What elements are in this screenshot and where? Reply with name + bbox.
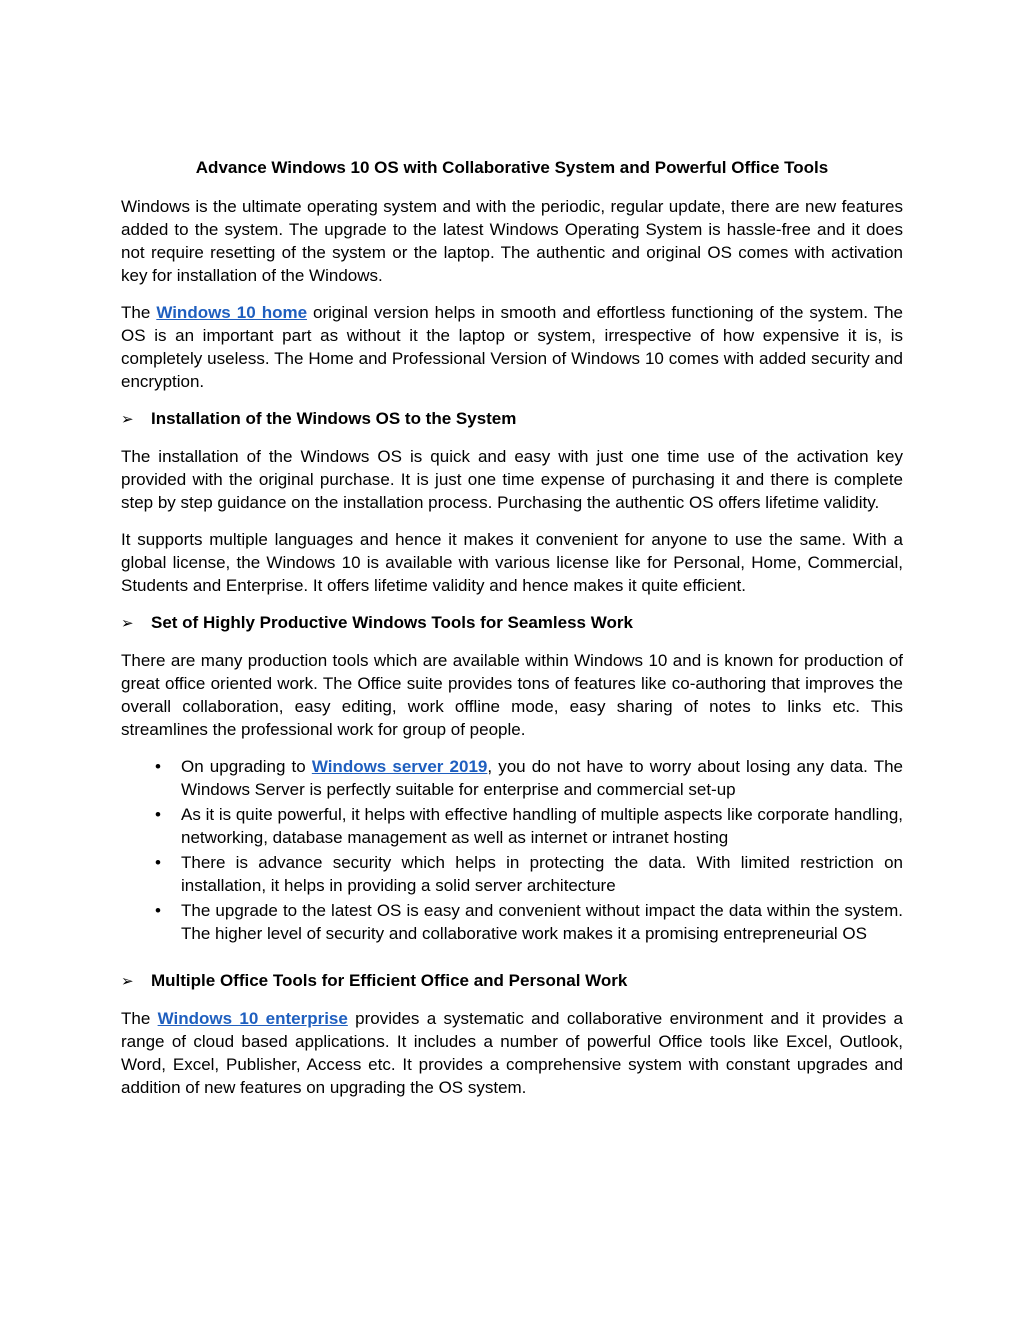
list-item <box>121 803 903 849</box>
document-page <box>121 156 903 1113</box>
list-item-suffix: , you do not have to worry about losing any data. The Windows Server is perfectly suitable for enterprise and commercial set-up <box>181 757 904 799</box>
arrow-bullet-icon: ➢ <box>121 973 134 990</box>
enterprise-paragraph <box>121 1007 903 1099</box>
windows-10-enterprise-link[interactable]: Windows 10 enterprise <box>157 1009 348 1028</box>
intro-paragraph: Windows is the ultimate operating system and with the periodic, regular update, there are new features added to the system. The upgrade to the latest Windows Operating System is hassle-free and it does not require resetting of the system or the laptop. The authentic and original OS comes with activation key for installation of the Windows. <box>121 197 903 285</box>
home-paragraph <box>121 301 903 393</box>
bullet-dot-icon: • <box>155 757 161 776</box>
arrow-bullet-icon: ➢ <box>121 411 134 428</box>
feature-list <box>121 755 903 945</box>
section-heading-office-tools <box>121 969 903 993</box>
list-item <box>121 899 903 945</box>
home-paragraph-suffix: original version helps in smooth and effortless functioning of the system. The OS is an important part as without it the laptop or system, irrespective of how expensive it is, is completely useless. The Home and Professional Version of Windows 10 comes with added security and encryption. <box>121 303 903 391</box>
windows-server-2019-link[interactable]: Windows server 2019 <box>311 757 488 776</box>
bullet-dot-icon: • <box>155 805 161 824</box>
enterprise-paragraph-suffix: provides a systematic and collaborative environment and it provides a range of cloud based applications. It includes a number of powerful Office tools like Excel, Outlook, Word, Excel, Publisher, Access etc. It provides a comprehensive system with constant upgrades and addition of new features on upgrading the OS system. <box>121 1009 903 1097</box>
windows-10-home-link[interactable]: Windows 10 home <box>156 303 308 322</box>
list-item-text: The upgrade to the latest OS is easy and convenient without impact the data within the system. The higher level of security and collaborative work makes it a promising entrepreneurial OS <box>181 901 903 943</box>
installation-paragraph: The installation of the Windows OS is quick and easy with just one time use of the activation key provided with the original purchase. It is just one time expense of purchasing it and there is complete step by step guidance on the installation process. Purchasing the authentic OS offers lifetime validity. <box>121 447 903 512</box>
bullet-dot-icon: • <box>155 853 161 872</box>
list-item <box>121 755 903 801</box>
list-item-text: There is advance security which helps in protecting the data. With limited restriction on installation, it helps in providing a solid server architecture <box>181 853 903 895</box>
list-item-text: As it is quite powerful, it helps with effective handling of multiple aspects like corporate handling, networking, database management as well as internet or intranet hosting <box>181 805 903 847</box>
home-paragraph-prefix: The <box>121 303 157 322</box>
list-item-prefix: On upgrading to <box>181 757 312 776</box>
list-item <box>121 851 903 897</box>
section-heading-text: Multiple Office Tools for Efficient Office and Personal Work <box>151 971 628 990</box>
languages-paragraph: It supports multiple languages and hence it makes it convenient for anyone to use the same. With a global license, the Windows 10 is available with various license like for Personal, Home, Commercial, Students and Enterprise. It offers lifetime validity and hence makes it quite efficient. <box>121 530 903 595</box>
bullet-dot-icon: • <box>155 901 161 920</box>
section-heading-text: Installation of the Windows OS to the System <box>151 409 517 428</box>
section-heading-text: Set of Highly Productive Windows Tools for Seamless Work <box>151 613 633 632</box>
section-heading-installation <box>121 407 903 431</box>
tools-paragraph: There are many production tools which are available within Windows 10 and is known for production of great office oriented work. The Office suite provides tons of features like co-authoring that improves the overall collaboration, easy editing, work offline mode, easy sharing of notes to links etc. This streamlines the professional work for group of people. <box>121 651 903 739</box>
arrow-bullet-icon: ➢ <box>121 615 134 632</box>
enterprise-paragraph-prefix: The <box>121 1009 158 1028</box>
document-title: Advance Windows 10 OS with Collaborative System and Powerful Office Tools <box>195 158 829 177</box>
section-heading-tools <box>121 611 903 635</box>
